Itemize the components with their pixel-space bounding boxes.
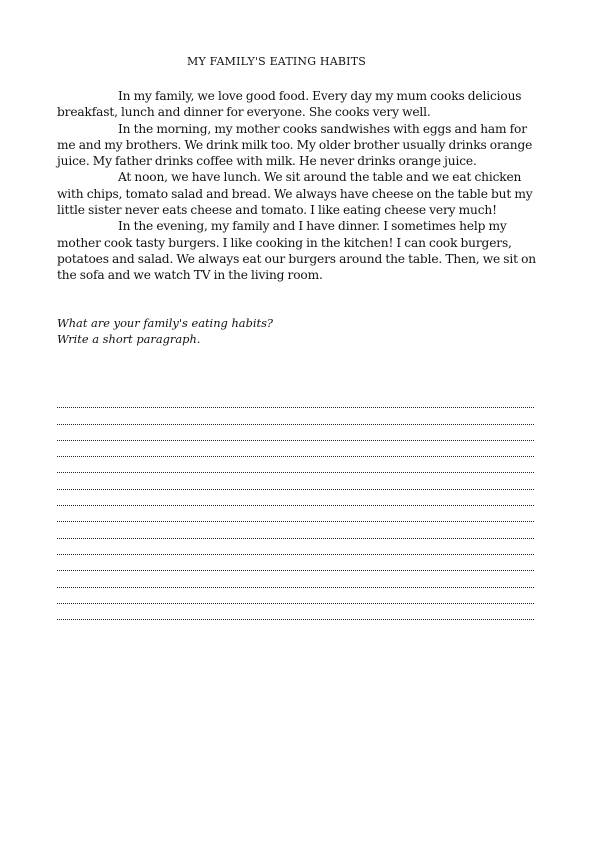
answer-line[interactable]: [57, 588, 534, 604]
paragraph-evening: In the evening, my family and I have dinner. I sometimes help my mother cook tasty burgers. I like cooking in the kitchen! I can cook burgers, potatoes and salad. We always eat our burgers around the table. Then, we sit on the sofa and we watch TV in the living room.: [57, 219, 537, 283]
paragraph-family: In my family, we love good food. Every day my mum cooks delicious breakfast, lunch and dinner for everyone. She cooks very well.: [57, 89, 522, 120]
answer-line[interactable]: [57, 473, 534, 489]
answer-line[interactable]: [57, 555, 534, 571]
answer-line[interactable]: [57, 457, 534, 473]
reading-text: [57, 88, 539, 284]
answer-line[interactable]: [57, 490, 534, 506]
answer-line[interactable]: [57, 392, 534, 408]
paragraph-noon: At noon, we have lunch. We sit around the table and we eat chicken with chips, tomato salad and bread. We always have cheese on the table but my little sister never eats cheese and tomato. I like eating cheese very much!: [57, 170, 533, 218]
answer-lines-area[interactable]: [57, 392, 534, 620]
answer-line[interactable]: [57, 539, 534, 555]
answer-line[interactable]: [57, 425, 534, 441]
worksheet-title: MY FAMILY'S EATING HABITS: [187, 55, 366, 68]
writing-prompt: What are your family's eating habits? Write a short paragraph.: [57, 316, 274, 346]
answer-line[interactable]: [57, 506, 534, 522]
answer-line[interactable]: [57, 604, 534, 620]
answer-line[interactable]: [57, 571, 534, 587]
paragraph-morning: In the morning, my mother cooks sandwishes with eggs and ham for me and my brothers. We drink milk too. My older brother usually drinks orange juice. My father drinks coffee with milk. He never drinks orange juice.: [57, 121, 533, 169]
answer-line[interactable]: [57, 408, 534, 424]
answer-line[interactable]: [57, 441, 534, 457]
answer-line[interactable]: [57, 522, 534, 538]
